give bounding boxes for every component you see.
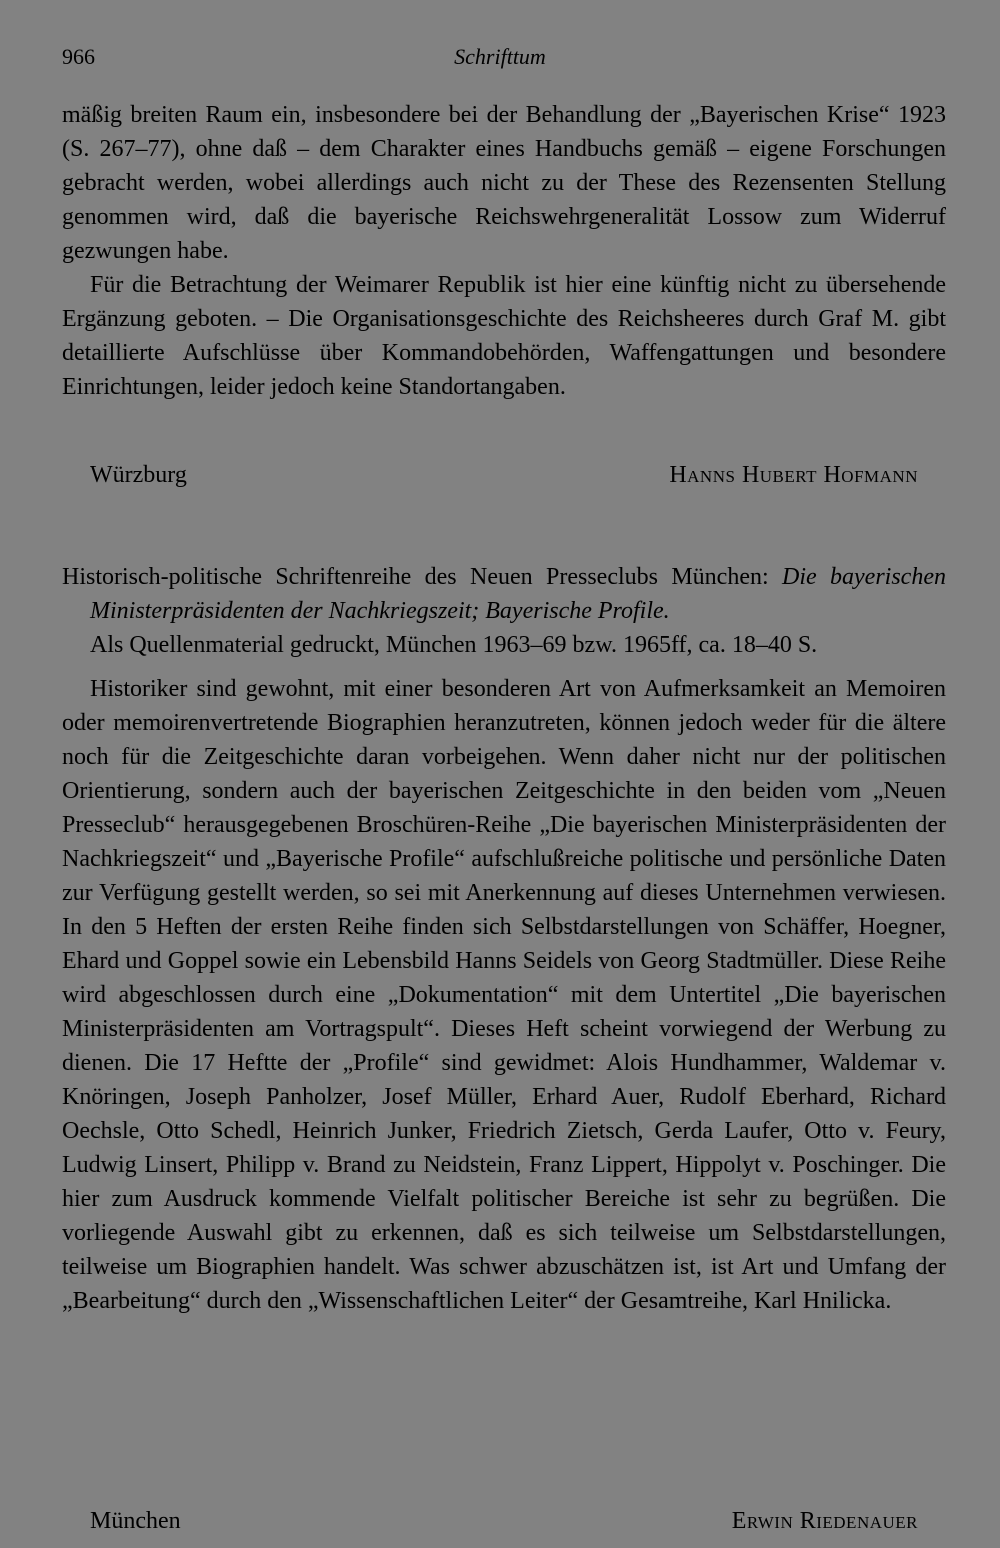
review-1-place: Würzburg bbox=[90, 462, 187, 488]
review-1-author: Hanns Hubert Hofmann bbox=[669, 462, 918, 488]
review-2 bbox=[62, 560, 946, 1318]
review-2-reference bbox=[62, 560, 946, 628]
running-title: Schrifttum bbox=[454, 44, 546, 69]
reference-publication: Als Quellenmaterial gedruckt, München 1963–69 bzw. 1965ff, ca. 18–40 S. bbox=[90, 632, 818, 658]
review-2-body: Historiker sind gewohnt, mit einer besonderen Art von Aufmerksamkeit an Memoiren oder memoirenvertretende Biographien heranzutreten, können jedoch weder für die ältere noch für die Zeitgeschichte daran vorbeigehen. Wenn daher nicht nur der politischen Orientierung, sondern auch der bayerischen Zeitgeschichte in den beiden vom „Neuen Presseclub“ herausgegebenen Broschüren-Reihe „Die bayerischen Ministerpräsidenten der Nachkriegszeit“ und „Bayerische Profile“ aufschlußreiche politische und persönliche Daten zur Verfügung gestellt werden, so sei mit Anerkennung auf dieses Unternehmen verwiesen. In den 5 Heften der ersten Reihe finden sich Selbstdarstellungen von Schäffer, Hoegner, Ehard und Goppel sowie ein Lebensbild Hanns Seidels von Georg Stadtmüller. Diese Reihe wird abgeschlossen durch eine „Dokumentation“ mit dem Untertitel „Die bayerischen Ministerpräsidenten am Vortragspult“. Dieses Heft scheint vorwiegend der Werbung zu dienen. Die 17 Heftte der „Profile“ sind gewidmet: Alois Hundhammer, Waldemar v. Knöringen, Joseph Panholzer, Josef Müller, Erhard Auer, Rudolf Eberhard, Richard Oechsle, Otto Schedl, Heinrich Junker, Friedrich Zietsch, Gerda Laufer, Otto v. Feury, Ludwig Linsert, Philipp v. Brand zu Neidstein, Franz Lippert, Hippolyt v. Poschinger. Die hier zum Ausdruck kommende Vielfalt politischer Bereiche ist sehr zu begrüßen. Die vorliegende Auswahl gibt zu erkennen, daß es sich teilweise um Selbstdarstellungen, teilweise um Biographien handelt. Was schwer abzuschätzen ist, ist Art und Umfang der „Bearbeitung“ durch den „Wissenschaftlichen Leiter“ der Gesamtreihe, Karl Hnilicka. bbox=[62, 676, 946, 1314]
review-2-place: München bbox=[90, 1508, 181, 1534]
review-1-paragraph-2: Für die Betrachtung der Weimarer Republik ist hier eine künftig nicht zu übersehende Ergänzung geboten. – Die Organisationsgeschichte des Reichsheeres durch Graf M. gibt detaillierte Aufschlüsse über Kommandobehörden, Waffengattungen und besondere Einrichtungen, leider jedoch keine Standortangaben. bbox=[62, 272, 946, 400]
page-header bbox=[62, 44, 938, 74]
review-2-signature bbox=[62, 1504, 946, 1538]
review-1-paragraph-1: mäßig breiten Raum ein, insbesondere bei der Behandlung der „Bayerischen Krise“ 1923 (S. 267–77), ohne daß – dem Charakter eines Handbuchs gemäß – eigene Forschungen gebracht werden, wobei allerdings auch nicht zu der These des Rezensenten Stellung genommen wird, daß die bayerische Reichswehrgeneralität Lossow zum Widerruf gezwungen habe. bbox=[62, 102, 946, 264]
page-number: 966 bbox=[62, 44, 95, 69]
reference-series: Historisch-politische Schriftenreihe des Neuen Presseclubs München: bbox=[62, 564, 783, 590]
review-2-author: Erwin Riedenauer bbox=[731, 1508, 918, 1534]
review-1 bbox=[62, 98, 946, 404]
review-1-signature bbox=[62, 458, 946, 492]
reference-title: Die bayerischen Ministerpräsidenten der Nachkriegszeit; Bayerische Profile. bbox=[90, 564, 946, 624]
